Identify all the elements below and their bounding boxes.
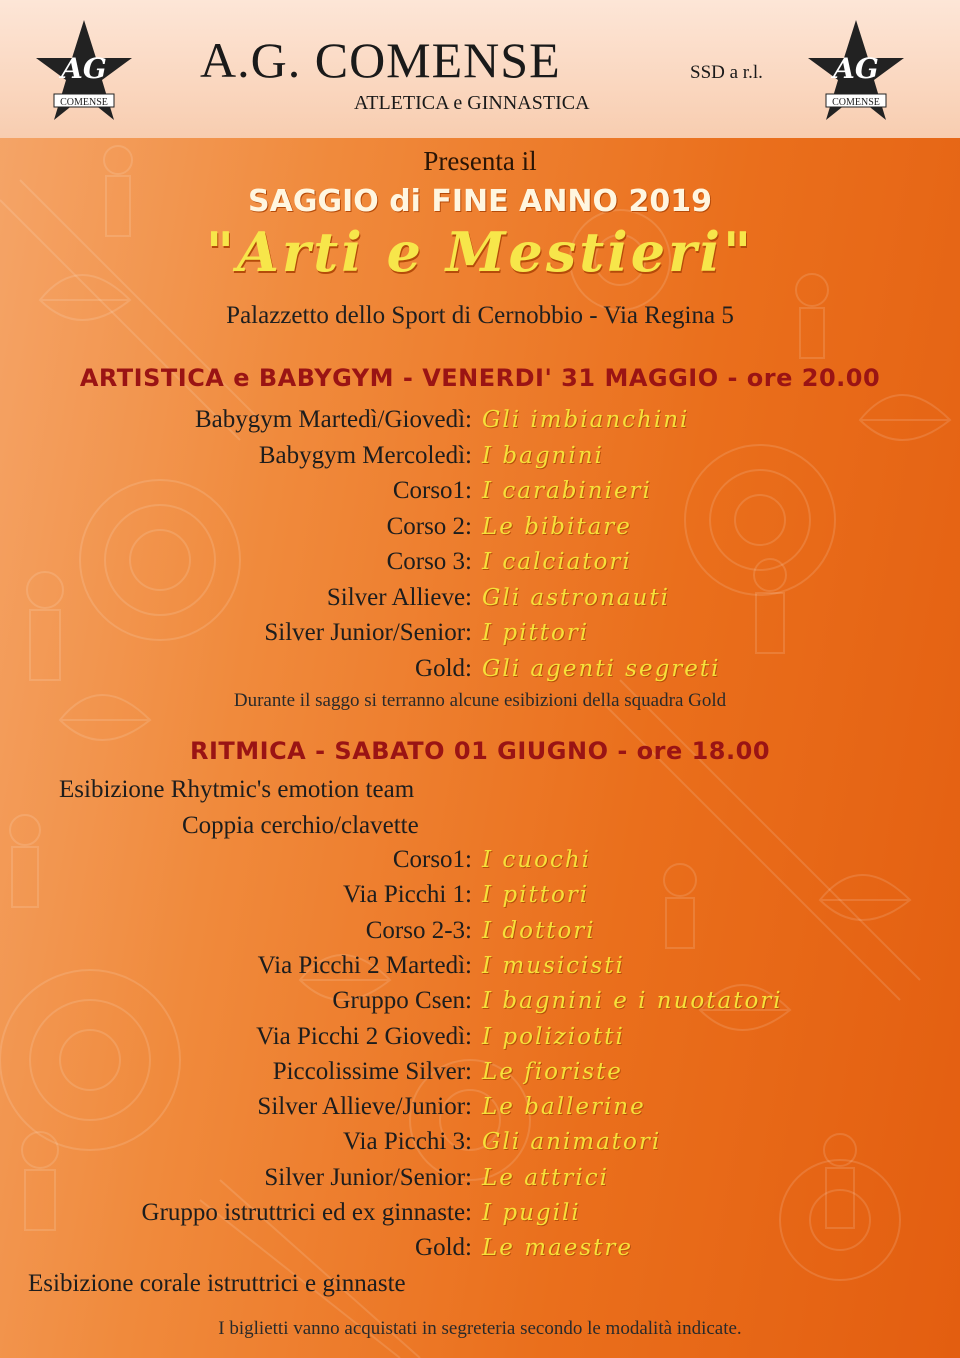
schedule-row: [0, 1196, 960, 1232]
schedule-theme-value: I dottori: [482, 917, 596, 944]
schedule-theme-value: Gli agenti segreti: [482, 655, 721, 682]
schedule-row: [0, 581, 960, 617]
schedule-theme-value: Gli imbianchini: [482, 407, 690, 433]
logo-caption: COMENSE: [832, 97, 880, 108]
schedule-theme-value: I pittori: [482, 620, 590, 646]
schedule-course-label: Via Picchi 2 Giovedì:: [256, 1022, 472, 1050]
schedule-course-label: Piccolissime Silver:: [272, 1057, 472, 1085]
schedule-row: [0, 545, 960, 581]
section-ritmica-title: RITMICA - SABATO 01 GIUGNO - ore 18.00: [189, 737, 771, 765]
schedule-row: [0, 1090, 960, 1126]
schedule-row: [0, 1125, 960, 1161]
ritmica-intro-line: Esibizione Rhytmic's emotion team: [59, 776, 415, 803]
section-artistica-note: Durante il saggo si terranno alcune esibizioni della squadra Gold: [233, 690, 727, 711]
schedule-course-label: Via Picchi 3:: [342, 1128, 472, 1156]
schedule-row: [0, 616, 960, 652]
club-name: A.G. COMENSE: [200, 32, 561, 88]
schedule-course-label: Corso 2-3:: [365, 916, 472, 944]
schedule-row: [0, 984, 960, 1020]
schedule-course-label: Silver Allieve:: [326, 583, 472, 611]
schedule-row: [0, 403, 960, 439]
presenta-text: Presenta il: [423, 146, 537, 176]
schedule-theme-value: Le bibitare: [482, 513, 632, 540]
schedule-course-label: Silver Junior/Senior:: [264, 1163, 472, 1191]
schedule-course-label: Via Picchi 1:: [342, 881, 472, 909]
tickets-note: I biglietti vanno acquistati in segreteria secondo le modalità indicate.: [218, 1318, 742, 1339]
schedule-theme-value: I calciatori: [482, 549, 632, 575]
schedule-course-label: Corso1:: [392, 846, 472, 873]
schedule-course-label: Via Picchi 2 Martedì:: [257, 951, 472, 979]
ritmica-intro-line: Coppia cerchio/clavette: [182, 812, 419, 839]
schedule-row: [0, 949, 960, 985]
club-legal-suffix: SSD a r.l.: [690, 62, 763, 83]
schedule-course-label: Gold:: [415, 1234, 472, 1262]
schedule-theme-value: I pittori: [482, 882, 590, 909]
schedule-course-label: Silver Junior/Senior:: [264, 619, 472, 646]
schedule-theme-value: Le ballerine: [482, 1094, 646, 1121]
schedule-row: [0, 878, 960, 914]
schedule-course-label: Corso 3:: [386, 548, 472, 575]
event-theme: "Arti e Mestieri": [205, 220, 755, 284]
schedule-row: [0, 1020, 960, 1056]
event-title: SAGGIO di FINE ANNO 2019: [248, 184, 712, 219]
schedule-row: [0, 474, 960, 510]
schedule-theme-value: I carabinieri: [482, 478, 652, 504]
schedule-theme-value: I cuochi: [482, 847, 591, 873]
schedule-course-label: Corso1:: [392, 477, 472, 504]
schedule-theme-value: Le fioriste: [482, 1058, 623, 1085]
schedule-row: [0, 439, 960, 475]
schedule-course-label: Babygym Mercoledì:: [258, 441, 472, 469]
schedule-theme-value: I pugili: [482, 1200, 581, 1226]
schedule-theme-value: I musicisti: [482, 952, 625, 979]
schedule-theme-value: Gli animatori: [482, 1129, 662, 1156]
schedule-theme-value: I bagnini: [482, 442, 604, 469]
schedule-theme-value: I poliziotti: [482, 1023, 625, 1050]
schedule-theme-value: Le attrici: [482, 1164, 609, 1191]
schedule-course-label: Gruppo istruttrici ed ex ginnaste:: [141, 1199, 472, 1226]
schedule-row: [0, 652, 960, 688]
logo-monogram: AG: [61, 52, 107, 85]
logo-caption: COMENSE: [60, 97, 108, 108]
club-subtitle: ATLETICA e GINNASTICA: [354, 92, 590, 114]
schedule-row: [0, 843, 960, 879]
schedule-course-label: Babygym Martedì/Giovedì:: [194, 406, 472, 433]
schedule-row: [0, 1161, 960, 1197]
schedule-course-label: Silver Allieve/Junior:: [257, 1093, 472, 1121]
schedule-row: [0, 1231, 960, 1267]
venue-text: Palazzetto dello Sport di Cernobbio - Via Regina 5: [226, 302, 734, 329]
schedule-course-label: Corso 2:: [386, 512, 472, 540]
schedule-course-label: Gold:: [415, 654, 472, 682]
ritmica-closing-line: Esibizione corale istruttrici e ginnaste: [28, 1270, 406, 1297]
logo-monogram: AG: [833, 52, 879, 85]
schedule-theme-value: Gli astronauti: [482, 584, 670, 611]
schedule-row: [0, 914, 960, 950]
section-artistica-title: ARTISTICA e BABYGYM - VENERDI' 31 MAGGIO - ore 20.00: [79, 364, 881, 392]
schedule-theme-value: I bagnini e i nuotatori: [482, 988, 783, 1015]
schedule-course-label: Gruppo Csen:: [332, 987, 472, 1015]
schedule-theme-value: Le maestre: [482, 1235, 633, 1262]
schedule-row: [0, 1055, 960, 1091]
schedule-row: [0, 510, 960, 546]
